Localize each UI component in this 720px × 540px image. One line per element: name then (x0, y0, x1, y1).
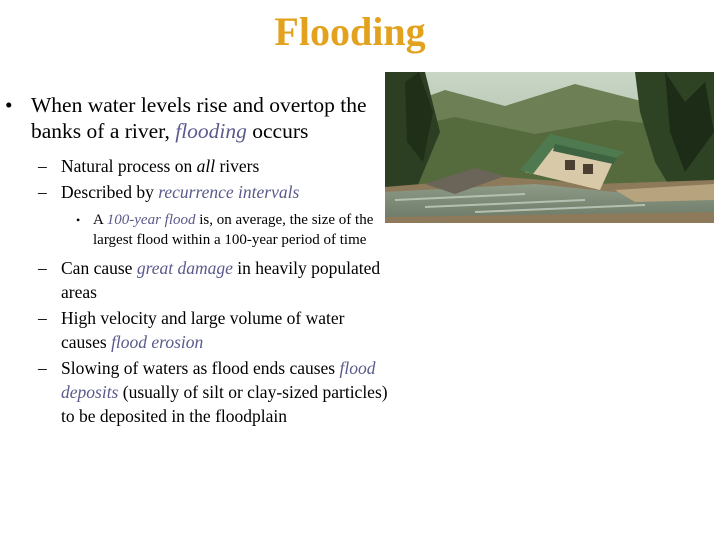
text-segment: A (93, 212, 107, 228)
text-segment: Natural process on (61, 156, 197, 176)
dash-marker: – (38, 182, 47, 202)
subbullet-flood-erosion (0, 306, 390, 354)
flood-damage-photo (385, 72, 714, 223)
subbullet-flood-deposits (0, 356, 390, 428)
text-segment: (usually of silt or clay-sized particles) to be deposited in the floodplain (61, 382, 388, 426)
term-flood-erosion: flood erosion (111, 332, 204, 352)
term-flooding: flooding (175, 119, 247, 143)
term-great-damage: great damage (136, 258, 233, 278)
text-segment: Described by (61, 182, 159, 202)
subbullet-great-damage (0, 256, 390, 304)
bullet-flooding-definition (0, 92, 390, 144)
text-segment: High velocity and large volume of water causes (61, 308, 345, 352)
emphasis-all: all (196, 156, 216, 176)
dash-marker: – (38, 358, 47, 378)
subsubbullet-100-year-flood (0, 210, 390, 250)
bullet-marker: • (5, 93, 13, 117)
bullet-marker: • (76, 213, 81, 227)
text-segment: When water levels rise and overtop the banks of a river, (31, 93, 367, 143)
text-segment: occurs (246, 119, 309, 143)
slide-title: Flooding (274, 9, 426, 54)
term-flood-deposits: flood deposits (61, 358, 376, 402)
dash-marker: – (38, 156, 47, 176)
subbullet-recurrence-intervals (0, 180, 390, 204)
dash-marker: – (38, 258, 47, 278)
text-segment: rivers (215, 156, 260, 176)
subbullet-natural-process (0, 154, 390, 178)
dash-marker: – (38, 308, 47, 328)
bullet-list (0, 92, 390, 430)
text-segment: in heavily populated areas (61, 258, 381, 302)
text-segment: is, on average, the size of the largest flood within a 100-year period of time (93, 212, 374, 248)
text-segment: Slowing of waters as flood ends causes (61, 358, 340, 378)
text-segment: Can cause (61, 258, 137, 278)
term-recurrence-intervals: recurrence intervals (158, 182, 300, 202)
term-100-year-flood: 100-year flood (106, 212, 196, 228)
